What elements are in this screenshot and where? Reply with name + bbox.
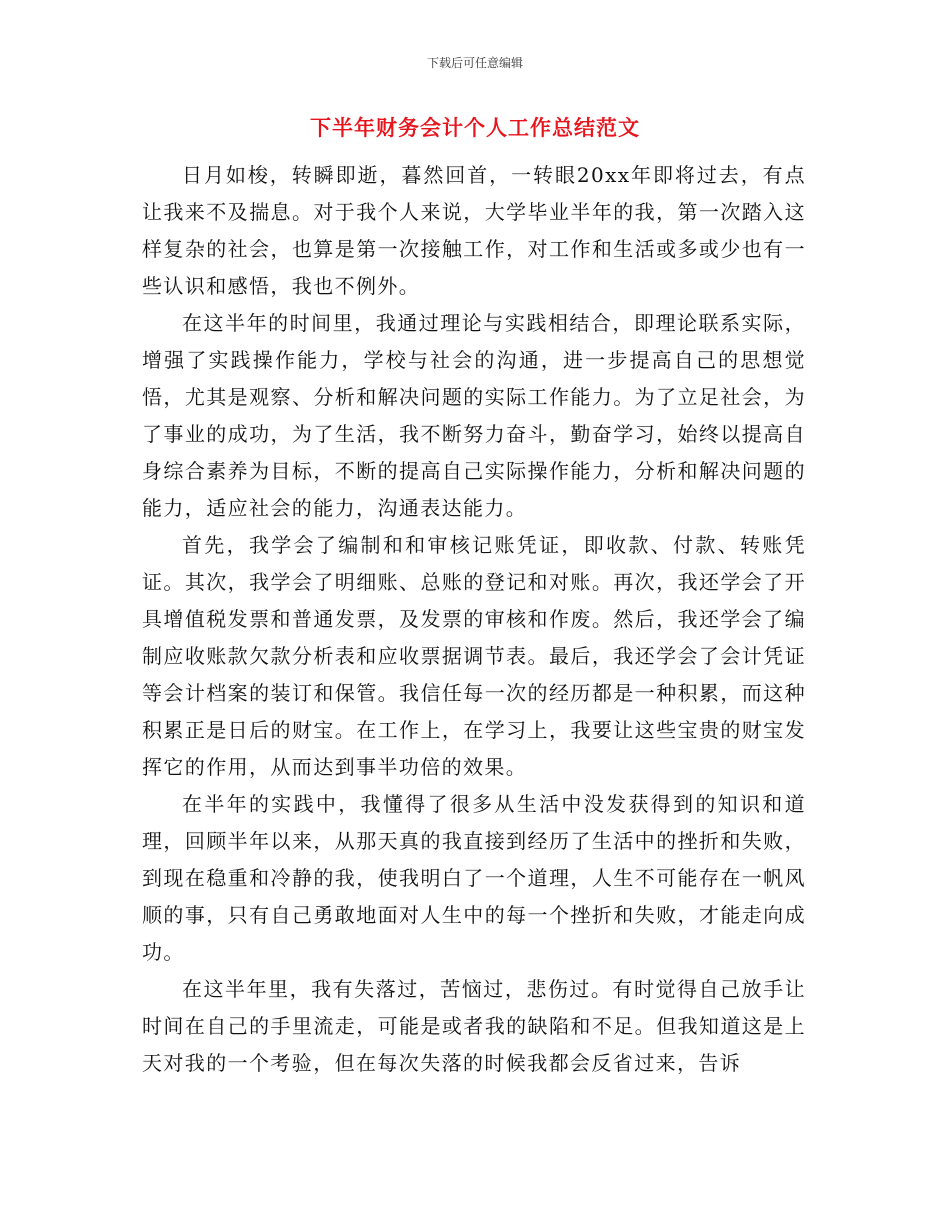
paragraph-2: 在这半年的时间里，我通过理论与实践相结合，即理论联系实际，增强了实践操作能力，学校与社会的沟通，进一步提高自己的思想觉悟，尤其是观察、分析和解决问题的实际工作能力。为了立足社会，为了事业的成功，为了生活，我不断努力奋斗，勤奋学习，始终以提高自身综合素养为目标，不断的提高自己实际操作能力，分析和解决问题的能力，适应社会的能力，沟通表达能力。 [142, 311, 806, 520]
header-note: 下载后可任意编辑 [426, 56, 523, 70]
document-body [142, 157, 806, 1082]
paragraph-3: 首先，我学会了编制和和审核记账凭证，即收款、付款、转账凭证。其次，我学会了明细账、总账的登记和对账。再次，我还学会了开具增值税发票和普通发票，及发票的审核和作废。然后，我还学会了编制应收账款欠款分析表和应收票据调节表。最后，我还学会了会计凭证等会计档案的装订和保管。我信任每一次的经历都是一种积累，而这种积累正是日后的财宝。在工作上，在学习上，我要让这些宝贵的财宝发挥它的作用，从而达到事半功倍的效果。 [142, 533, 806, 779]
paragraph-5: 在这半年里，我有失落过，苦恼过，悲伤过。有时觉得自己放手让时间在自己的手里流走，可能是或者我的缺陷和不足。但我知道这是上天对我的一个考验，但在每次失落的时候我都会反省过来，告诉 [142, 977, 806, 1075]
document-title: 下半年财务会计个人工作总结范文 [310, 116, 640, 140]
paragraph-4: 在半年的实践中，我懂得了很多从生活中没发获得到的知识和道理，回顾半年以来，从那天真的我直接到经历了生活中的挫折和失败，到现在稳重和冷静的我，使我明白了一个道理，人生不可能存在一帆风顺的事，只有自己勇敢地面对人生中的每一个挫折和失败，才能走向成功。 [142, 792, 806, 964]
paragraph-1: 日月如梭，转瞬即逝，暮然回首，一转眼20xx年即将过去，有点让我来不及揣息。对于我个人来说，大学毕业半年的我，第一次踏入这样复杂的社会，也算是第一次接触工作，对工作和生活或多或少也有一些认识和感悟，我也不例外。 [142, 163, 806, 298]
